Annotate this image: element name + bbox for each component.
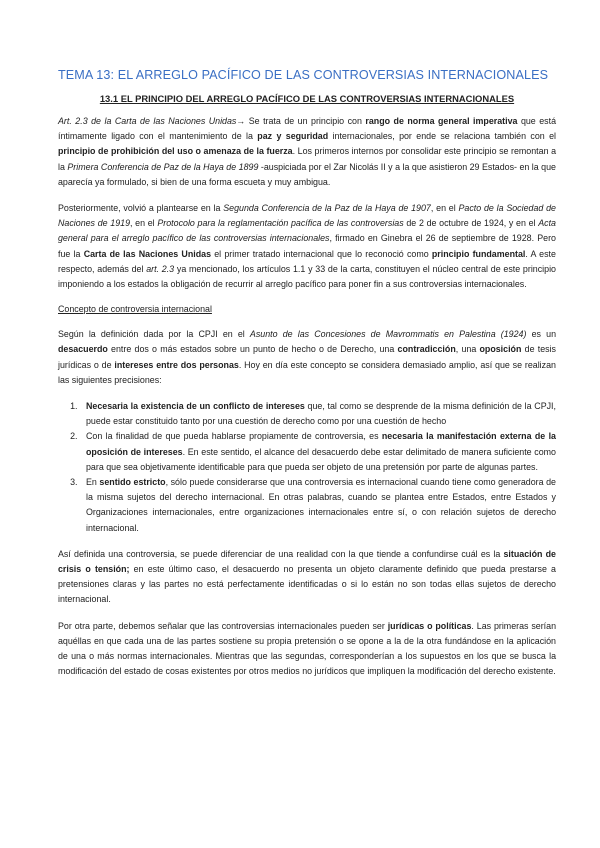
text-span: necesaria la manifestación externa de la oposición de intereses bbox=[86, 431, 556, 457]
text-span: es un bbox=[526, 329, 556, 340]
text-span: situación de crisis o tensión; bbox=[58, 548, 556, 575]
text-span: Por otra parte, debemos señalar que las controversias internacionales pueden ser bbox=[58, 620, 388, 631]
list-item bbox=[80, 399, 556, 429]
text-span: . Las primeras serían aquéllas en que cada una de las partes sostiene su propia pretensión o se opone a la de la otra fundándose en la aplicación de una o más normas internacionales. Mientras que las segundas, corresponderían a los supuestos en los que se busca la modificación del estado de cosas existentes por otros medios no jurídicos que impliquen la modificación del derecho existente. bbox=[58, 620, 557, 677]
text-span: . Hoy en día este concepto se considera demasiado amplio, así que se realizan las siguientes precisiones: bbox=[58, 359, 556, 385]
text-span: , en el bbox=[430, 203, 459, 214]
text-span: Acta general para el arreglo pacífico de las controversias internacionales bbox=[58, 218, 556, 244]
text-span: Art. 2.3 de la Carta de las Naciones Unidas bbox=[58, 116, 237, 126]
text-span: , en el bbox=[130, 218, 158, 229]
text-span: de 2 de octubre de 1924, y en el bbox=[403, 218, 539, 229]
paragraph-definition bbox=[58, 327, 556, 388]
text-span: Primera Conferencia de Paz de la Haya de 1899 bbox=[67, 161, 259, 172]
text-span: , sólo puede considerarse que una controversia es internacional cuando tiene como generadora de la misma sujetos del derecho internacional. En otras palabras, cuando se plantea entre Estados, entre Estados y Organizaciones internacionales, entre organizaciones internacionales entre sí, o con relación sujetos de derecho internacional. bbox=[86, 477, 556, 533]
precisions-list bbox=[58, 399, 556, 536]
concept-heading: Concepto de controversia internacional bbox=[58, 304, 212, 315]
text-span: principio fundamental bbox=[431, 248, 526, 259]
paragraph-history bbox=[58, 201, 556, 292]
paragraph-crisis bbox=[58, 547, 556, 608]
text-span: rango de norma general imperativa bbox=[365, 116, 518, 126]
text-span: el primer tratado internacional que lo reconoció como bbox=[211, 248, 432, 259]
text-span: principio de prohibición del uso o amenaza de la fuerza bbox=[58, 146, 293, 157]
text-span: Según la definición dada por la CPJI en el bbox=[58, 329, 250, 340]
page-title: TEMA 13: EL ARREGLO PACÍFICO DE LAS CONTROVERSIAS INTERNACIONALES bbox=[58, 68, 549, 82]
text-span: sentido estricto bbox=[99, 477, 166, 488]
text-span: Así definida una controversia, se puede diferenciar de una realidad con la que tiende a confundirse cuál es la bbox=[58, 548, 504, 559]
text-span: , una bbox=[455, 344, 480, 355]
list-item bbox=[80, 475, 556, 536]
text-span: oposición bbox=[479, 344, 522, 355]
text-span: , firmado en Ginebra el 26 de septiembre de 1928. Pero fue la bbox=[58, 233, 556, 259]
text-span: Pacto de la Sociedad de Naciones de 1919 bbox=[58, 203, 556, 229]
text-span: Con la finalidad de que pueda hablarse propiamente de controversia, es bbox=[86, 431, 382, 442]
text-span: Necesaria la existencia de un conflicto de intereses bbox=[86, 401, 305, 412]
text-span: . Los primeros internos por consolidar este principio se remontan a la bbox=[58, 146, 556, 172]
text-span: En bbox=[86, 477, 100, 488]
text-span: . A este respecto, además del bbox=[58, 248, 556, 274]
text-span: que está íntimamente ligado con el mantenimiento de la bbox=[58, 116, 557, 142]
text-span: que, tal como se desprende de la misma definición de la CPJI, puede estar constituido tanto por una cuestión de derecho como por una cuestión de hecho bbox=[86, 401, 556, 427]
text-span: paz y seguridad bbox=[257, 131, 329, 142]
text-span: Asunto de las Concesiones de Mavrommatis en Palestina (1924) bbox=[249, 329, 527, 340]
text-span: desacuerdo bbox=[58, 344, 108, 355]
text-span: → Se trata de un principio con bbox=[236, 116, 366, 126]
text-span: jurídicas o políticas bbox=[387, 620, 472, 631]
text-span: intereses entre dos personas bbox=[114, 359, 239, 370]
text-span: Carta de las Naciones Unidas bbox=[83, 248, 211, 259]
paragraph-intro bbox=[58, 114, 556, 190]
text-span: entre dos o más estados sobre un punto de hecho o de Derecho, una bbox=[107, 344, 398, 355]
text-span: Protocolo para la reglamentación pacífica de las controversias bbox=[157, 218, 404, 229]
text-span: Segunda Conferencia de la Paz de la Haya de 1907 bbox=[223, 203, 431, 214]
paragraph-types bbox=[58, 619, 556, 680]
section-heading: 13.1 EL PRINCIPIO DEL ARREGLO PACÍFICO DE LAS CONTROVERSIAS INTERNACIONALES bbox=[99, 93, 515, 104]
text-span: art. 2.3 bbox=[146, 263, 175, 274]
text-span: contradicción bbox=[397, 344, 456, 355]
text-span: Posteriormente, volvió a plantearse en la bbox=[58, 203, 224, 214]
text-span: de tesis jurídicas o de bbox=[58, 344, 556, 370]
text-span: internacionales, por ende se relaciona también con el bbox=[328, 131, 557, 142]
list-item bbox=[80, 429, 556, 475]
text-span: ya mencionado, los artículos 1.1 y 33 de la carta, constituyen el núcleo central de este principio imponiendo a los estados la obligación de recurrir al arreglo pacífico para poner fin a sus controversias internacionales. bbox=[58, 263, 556, 290]
text-span: . En este sentido, el alcance del desacuerdo debe estar delimitado de manera suficiente como para que sea objetivamente identificable para que pueda ser objeto de una pretensión por parte de algunas partes. bbox=[86, 446, 556, 472]
text-span: -auspiciada por el Zar Nicolás II y a la que asistieron 29 Estados- en la que aparecía ya formulado, si bien de una forma escueta y muy ambigua. bbox=[58, 161, 556, 187]
text-span: en este último caso, el desacuerdo no presenta un objeto claramente definido que pueda prestarse a pretensiones claras y las partes no está perfectamente identificadas o si lo están no son todas ellas sujetos de derecho internacional. bbox=[58, 564, 556, 605]
